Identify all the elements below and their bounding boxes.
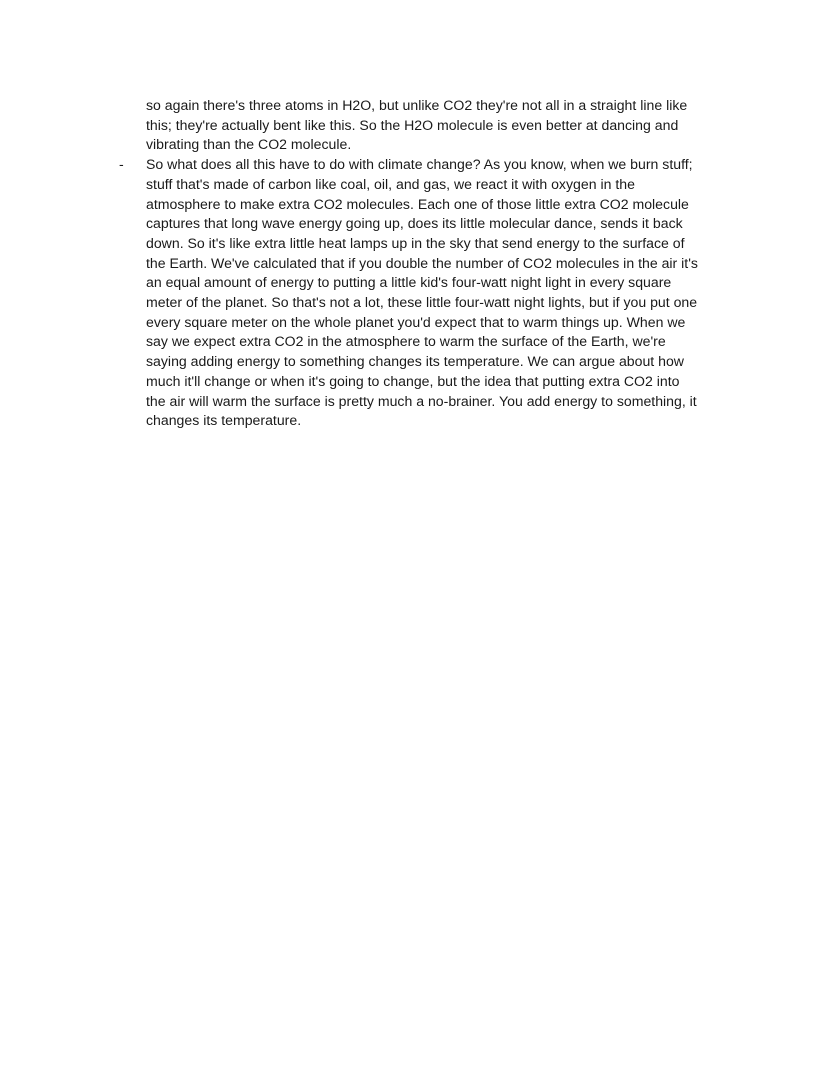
paragraph-line: this; they're actually bent like this. So the H2O molecule is even better at dancing and bbox=[146, 116, 679, 133]
paragraph-line: down. So it's like extra little heat lamps up in the sky that send energy to the surface of bbox=[146, 234, 685, 251]
paragraph-line: an equal amount of energy to putting a little kid's four-watt night light in every square bbox=[146, 274, 672, 291]
paragraph-line: every square meter on the whole planet you'd expect that to warm things up. When we bbox=[146, 313, 686, 330]
paragraph-line: So what does all this have to do with climate change? As you know, when we burn stuff; bbox=[146, 156, 693, 173]
paragraph-line: so again there's three atoms in H2O, but unlike CO2 they're not all in a straight line like bbox=[146, 97, 688, 113]
paragraph-line: much it'll change or when it's going to change, but the idea that putting extra CO2 into bbox=[146, 372, 680, 389]
bullet-list-item bbox=[119, 155, 746, 431]
paragraph-line: the air will warm the surface is pretty much a no-brainer. You add energy to something, it bbox=[146, 392, 697, 409]
paragraph-line: saying adding energy to something changes its temperature. We can argue about how bbox=[146, 353, 684, 370]
continued-paragraph bbox=[146, 96, 746, 155]
paragraph-line: stuff that's made of carbon like coal, oil, and gas, we react it with oxygen in the bbox=[146, 175, 635, 192]
document-body bbox=[119, 96, 746, 431]
paragraph-line: captures that long wave energy going up, does its little molecular dance, sends it back bbox=[146, 215, 683, 232]
paragraph-line: vibrating than the CO2 molecule. bbox=[146, 136, 352, 153]
paragraph-line: say we expect extra CO2 in the atmosphere to warm the surface of the Earth, we're bbox=[146, 333, 666, 350]
paragraph-line: changes its temperature. bbox=[146, 412, 302, 429]
paragraph-line: the Earth. We've calculated that if you double the number of CO2 molecules in the air it's bbox=[146, 254, 698, 271]
bullet-paragraph bbox=[146, 155, 746, 431]
paragraph-line: meter of the planet. So that's not a lot, these little four-watt night lights, but if you put one bbox=[146, 294, 698, 311]
bullet-dash-marker: - bbox=[119, 156, 124, 173]
paragraph-line: atmosphere to make extra CO2 molecules. Each one of those little extra CO2 molecule bbox=[146, 195, 689, 212]
